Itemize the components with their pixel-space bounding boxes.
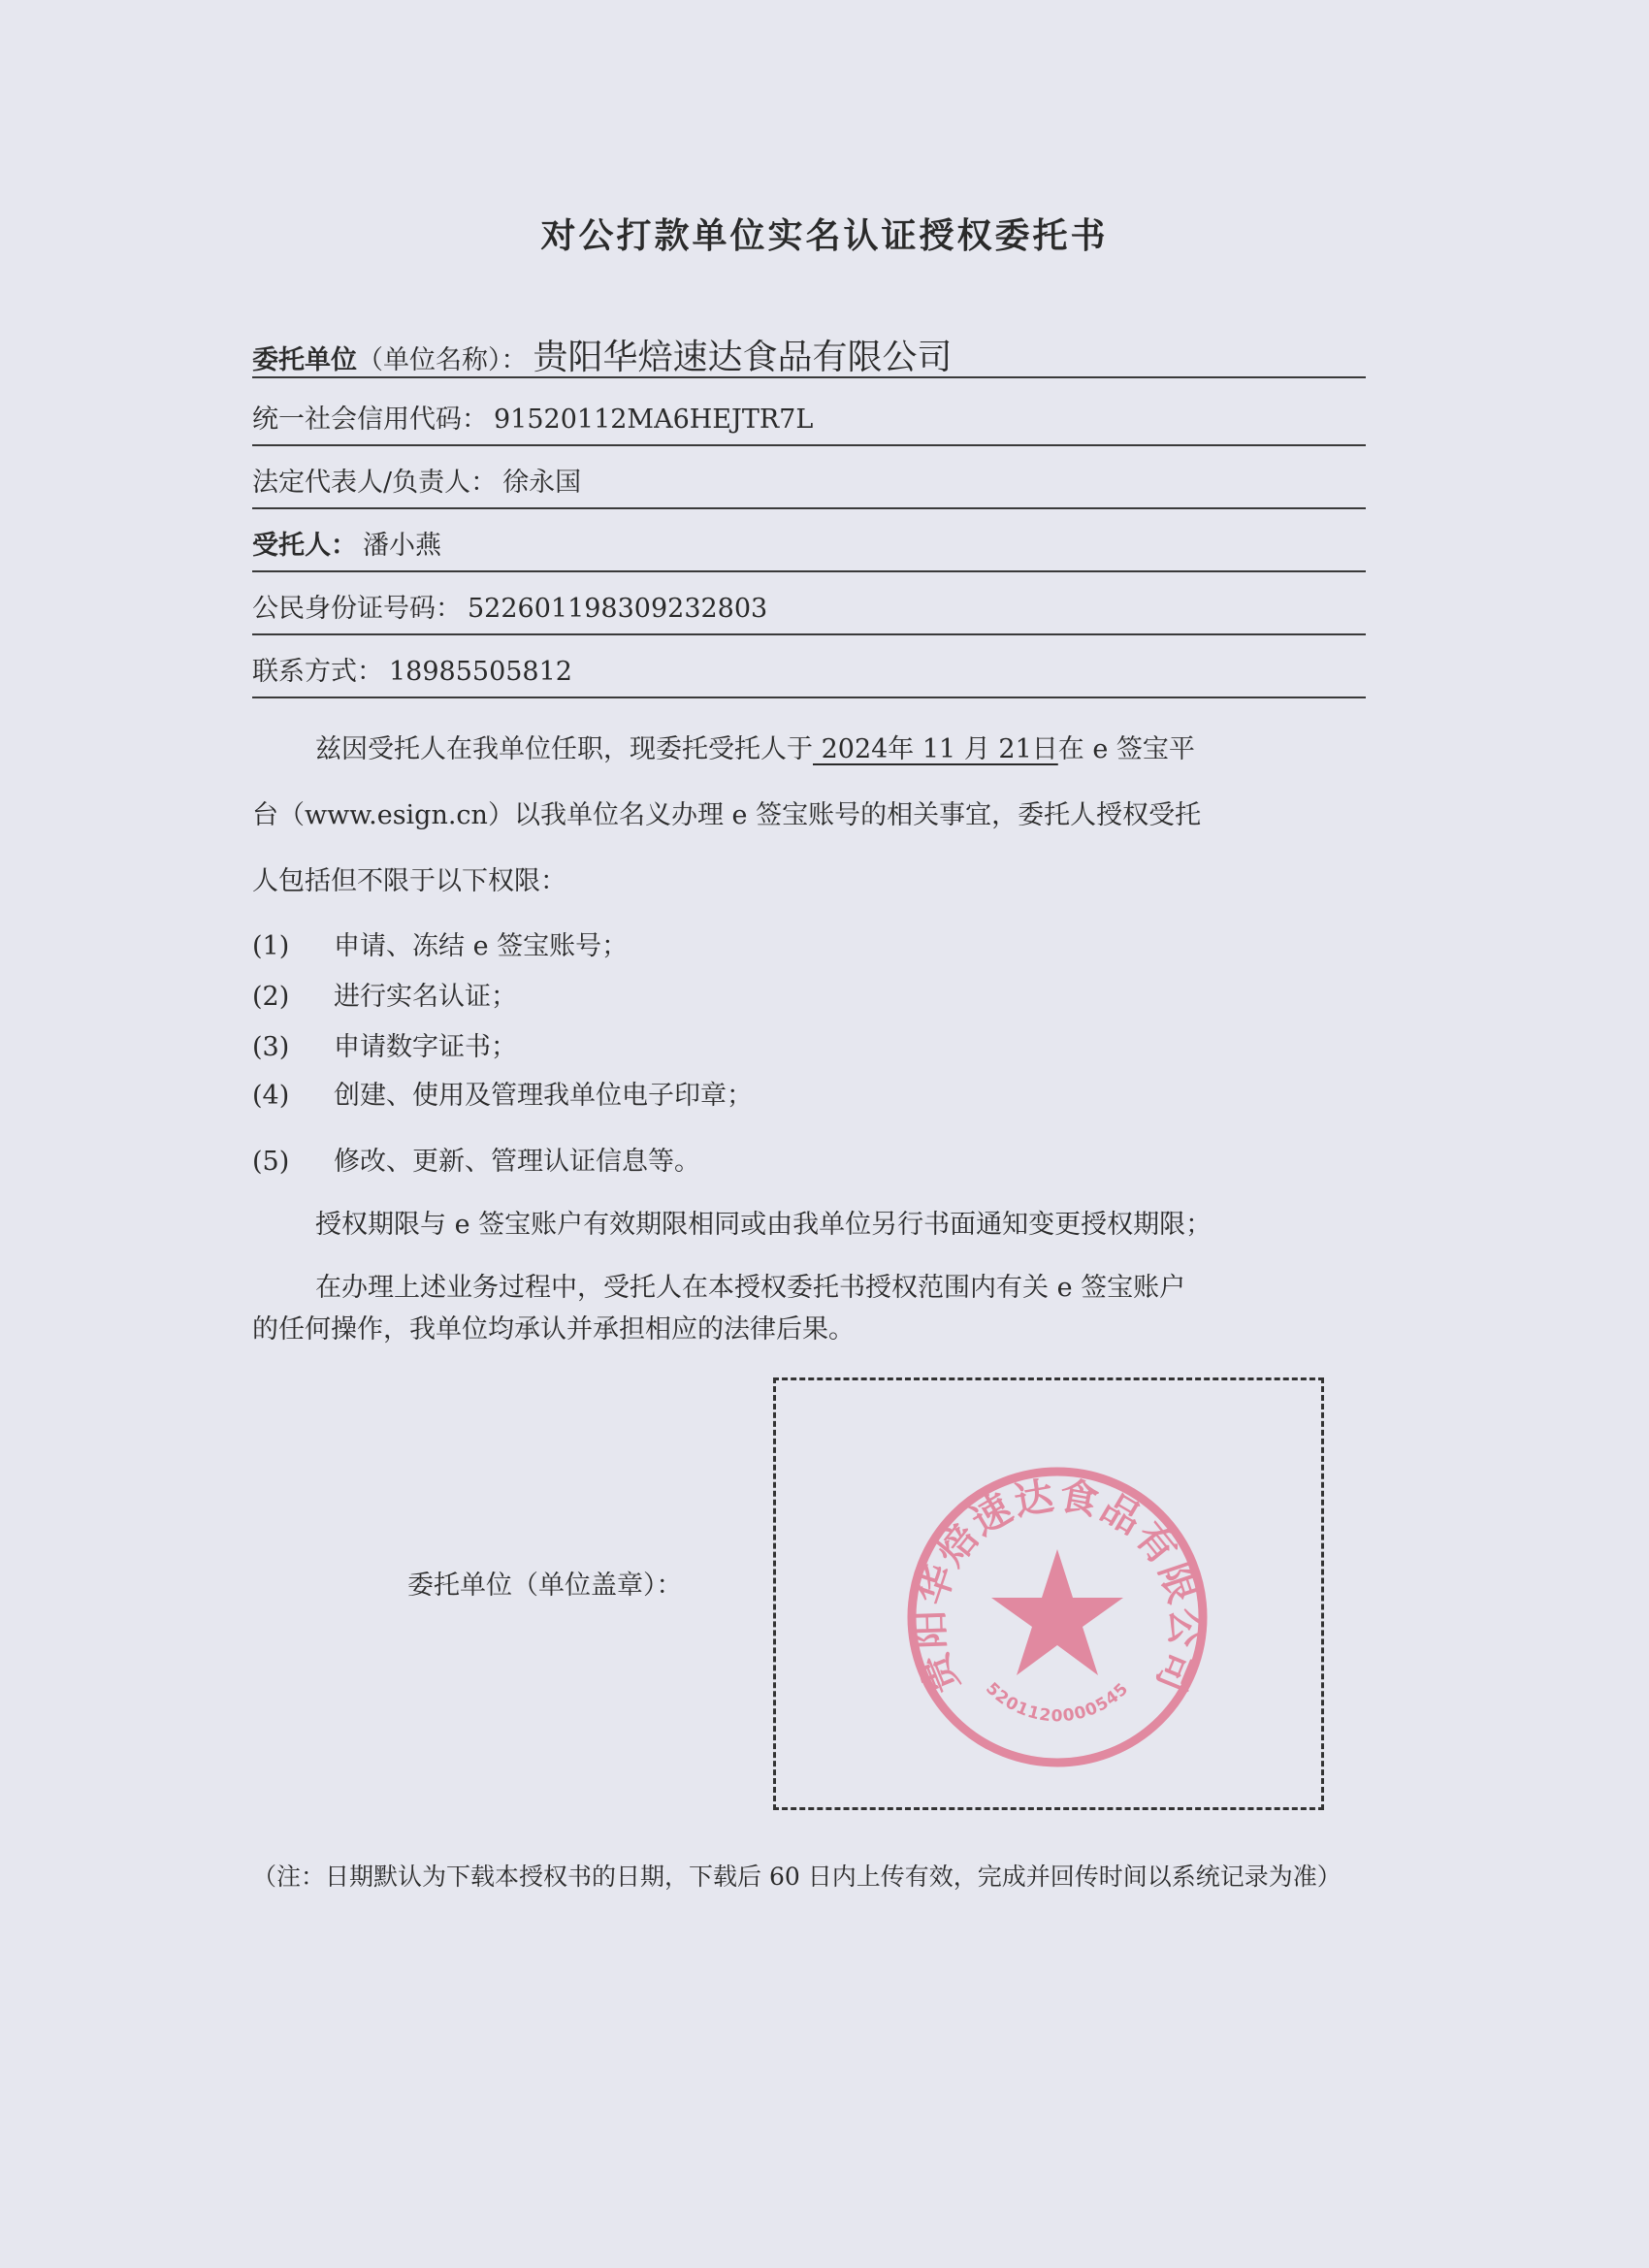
- legal-rep-label: 法定代表人/负责人：: [252, 468, 498, 498]
- liability-paragraph-line1: 在办理上述业务过程中，受托人在本授权委托书授权范围内有关 e 签宝账户: [315, 1273, 1186, 1303]
- authorization-date: 2024年 11 月 21日: [813, 734, 1058, 764]
- agent-value: 潘小燕: [363, 531, 441, 561]
- contact-value: 18985505812: [389, 657, 572, 687]
- principal-label: 委托单位（单位名称）：: [252, 345, 528, 375]
- credit-code-label: 统一社会信用代码：: [252, 405, 488, 435]
- document-title: 对公打款单位实名认证授权委托书: [540, 215, 1109, 256]
- permission-item: (3) 申请数字证书；: [252, 1032, 517, 1062]
- legal-rep-field: [252, 461, 1366, 509]
- seal-star-icon: [991, 1549, 1123, 1675]
- permission-item: (1) 申请、冻结 e 签宝账号；: [252, 931, 629, 961]
- authorization-paragraph-line1: 兹因受托人在我单位任职，现委托受托人于 2024年 11 月 21日在 e 签宝平: [315, 734, 1195, 764]
- principal-value: 贵阳华焙速达食品有限公司: [533, 338, 953, 377]
- authorization-paragraph-line3: 人包括但不限于以下权限：: [252, 866, 566, 896]
- liability-paragraph-line2: 的任何操作，我单位均承认并承担相应的法律后果。: [252, 1314, 855, 1345]
- contact-field: [252, 650, 1366, 698]
- footnote: （注：日期默认为下载本授权书的日期，下载后 60 日内上传有效，完成并回传时间以系统记录为准）: [252, 1863, 1342, 1891]
- credit-code-field: [252, 398, 1366, 446]
- seal-company-text: 贵阳华焙速达食品有限公司: [906, 1473, 1209, 1701]
- credit-code-value: 91520112MA6HEJTR7L: [494, 405, 814, 435]
- principal-field: [252, 330, 1366, 378]
- agent-label: 受托人：: [252, 531, 357, 561]
- permission-item: (4) 创建、使用及管理我单位电子印章；: [252, 1081, 753, 1111]
- agent-field: [252, 524, 1366, 572]
- id-number-label: 公民身份证号码：: [252, 594, 462, 624]
- legal-rep-value: 徐永国: [502, 468, 582, 498]
- term-paragraph: 授权期限与 e 签宝账户有效期限相同或由我单位另行书面通知变更授权期限；: [315, 1210, 1212, 1240]
- seal-label: 委托单位（单位盖章）：: [407, 1571, 683, 1601]
- id-number-value: 522601198309232803: [468, 594, 768, 624]
- permission-item: (2) 进行实名认证；: [252, 982, 517, 1012]
- id-number-field: [252, 587, 1366, 635]
- company-seal: [897, 1457, 1217, 1777]
- contact-label: 联系方式：: [252, 657, 383, 687]
- authorization-paragraph-line2: 台（www.esign.cn）以我单位名义办理 e 签宝账号的相关事宜，委托人授权受托: [252, 800, 1202, 830]
- seal-code-text: 5201120000545: [982, 1678, 1133, 1727]
- permission-item: (5) 修改、更新、管理认证信息等。: [252, 1147, 700, 1177]
